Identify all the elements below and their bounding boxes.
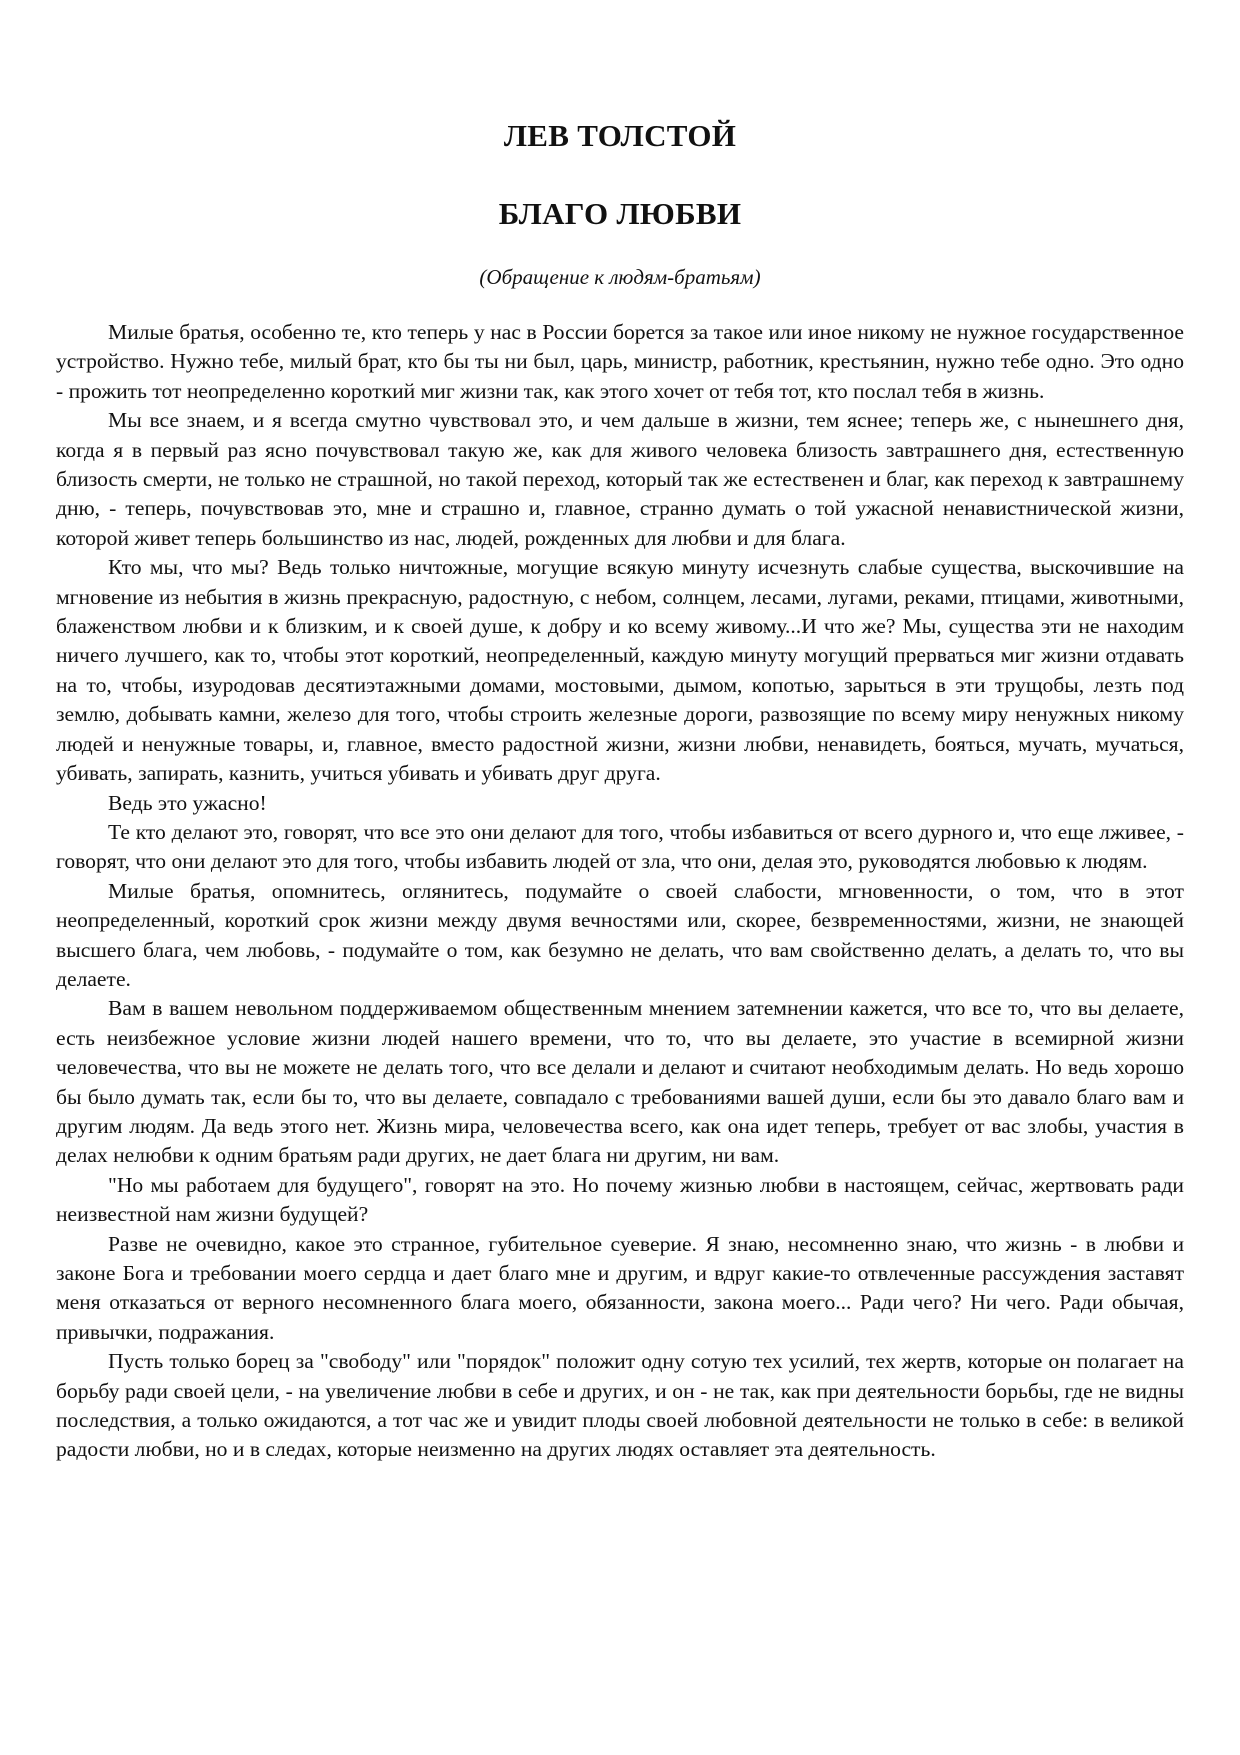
paragraph-2: Мы все знаем, и я всегда смутно чувствовал это, и чем дальше в жизни, тем яснее; теперь же, с нынешнего дня, когда я в первый раз ясно почувствовал такую же, как для живого человека близость завтрашнего дня, естественную близость смерти, не только не страшной, но такой переход, который так же естественен и благ, как переход к завтрашнему дню, - теперь, почувствовав это, мне и страшно и, главное, странно думать о той ужасной ненавистнической жизни, которой живет теперь большинство из нас, людей, рожденных для любви и для блага.: [56, 408, 1184, 550]
paragraph-5: Те кто делают это, говорят, что все это они делают для того, чтобы избавиться от всего дурного и, что еще лживее, - говорят, что они делают это для того, чтобы избавить людей от зла, что они, делая это, руководятся любовью к людям.: [56, 819, 1184, 874]
paragraph-4: Ведь это ужасно!: [108, 790, 267, 815]
paragraph-10: Пусть только борец за "свободу" или "порядок" положит одну сотую тех усилий, тех жертв, которые он полагает на борьбу ради своей цели, - на увеличение любви в себе и других, и он - не так, как при деятельности борьбы, где не видны последствия, а только ожидаются, а тот час же и увидит плоды своей любовной деятельности не только в себе: в великой радости любви, но и в следах, которые неизменно на других людях оставляет эта деятельность.: [56, 1349, 1184, 1462]
paragraph-6: Милые братья, опомнитесь, оглянитесь, подумайте о своей слабости, мгновенности, о том, что в этот неопределенный, короткий срок жизни между двумя вечностями или, скорее, безвременностями, жизни, не знающей высшего блага, чем любовь, - подумайте о том, как безумно не делать, что вам свойственно делать, а делать то, что вы делаете.: [56, 878, 1184, 991]
author-heading: ЛЕВ ТОЛСТОЙ: [503, 118, 737, 153]
paragraph-1: Милые братья, особенно те, кто теперь у нас в России борется за такое или иное никому не нужное государственное устройство. Нужно тебе, милый брат, кто бы ты ни был, царь, министр, работник, крестьянин, нужно тебе одно. Это одно - прожить тот неопределенно короткий миг жизни так, как этого хочет от тебя тот, кто послал тебя в жизнь.: [56, 320, 1184, 403]
document-title: БЛАГО ЛЮБВИ: [498, 196, 742, 231]
body-text: [56, 318, 1184, 1465]
paragraph-7: Вам в вашем невольном поддерживаемом общественным мнением затемнении кажется, что все то, что вы делаете, есть неизбежное условие жизни людей нашего времени, что то, что вы делаете, это участие в всемирной жизни человечества, что вы не можете не делать того, что все делали и делают и считают необходимым делать. Но ведь хорошо бы было думать так, если бы то, что вы делаете, совпадало с требованиями вашей души, если бы это давало благо вам и другим людям. Да ведь этого нет. Жизнь мира, человечества всего, как она идет теперь, требует от вас злобы, участия в делах нелюбви к одним братьям ради других, не дает блага ни другим, ни вам.: [56, 996, 1184, 1168]
paragraph-3: Кто мы, что мы? Ведь только ничтожные, могущие всякую минуту исчезнуть слабые существа, выскочившие на мгновение из небытия в жизнь прекрасную, радостную, с небом, солнцем, лесами, лугами, реками, птицами, животными, блаженством любви и к близким, и к своей душе, к добру и ко всему живому...И что же? Мы, существа эти не находим ничего лучшего, как то, чтобы этот короткий, неопределенный, каждую минуту могущий прерваться миг жизни отдавать на то, чтобы, изуродовав десятиэтажными домами, мостовыми, дымом, копотью, зарыться в эти трущобы, лезть под землю, добывать камни, железо для того, чтобы строить железные дороги, развозящие по всему миру ненужных никому людей и ненужные товары, и, главное, вместо радостной жизни, жизни любви, ненавидеть, бояться, мучать, мучаться, убивать, запирать, казнить, учиться убивать и убивать друг друга.: [56, 555, 1184, 786]
document-subtitle: (Обращение к людям-братьям): [479, 265, 761, 289]
paragraph-9: Разве не очевидно, какое это странное, губительное суеверие. Я знаю, несомненно знаю, что жизнь - в любви и законе Бога и требовании моего сердца и дает благо мне и другим, и вдруг какие-то отвлеченные рассуждения заставят меня отказаться от верного несомненного блага моего, обязанности, закона моего... Ради чего? Ни чего. Ради обычая, привычки, подражания.: [56, 1231, 1184, 1344]
paragraph-8: "Но мы работаем для будущего", говорят на это. Но почему жизнью любви в настоящем, сейчас, жертвовать ради неизвестной нам жизни будущей?: [56, 1172, 1184, 1227]
